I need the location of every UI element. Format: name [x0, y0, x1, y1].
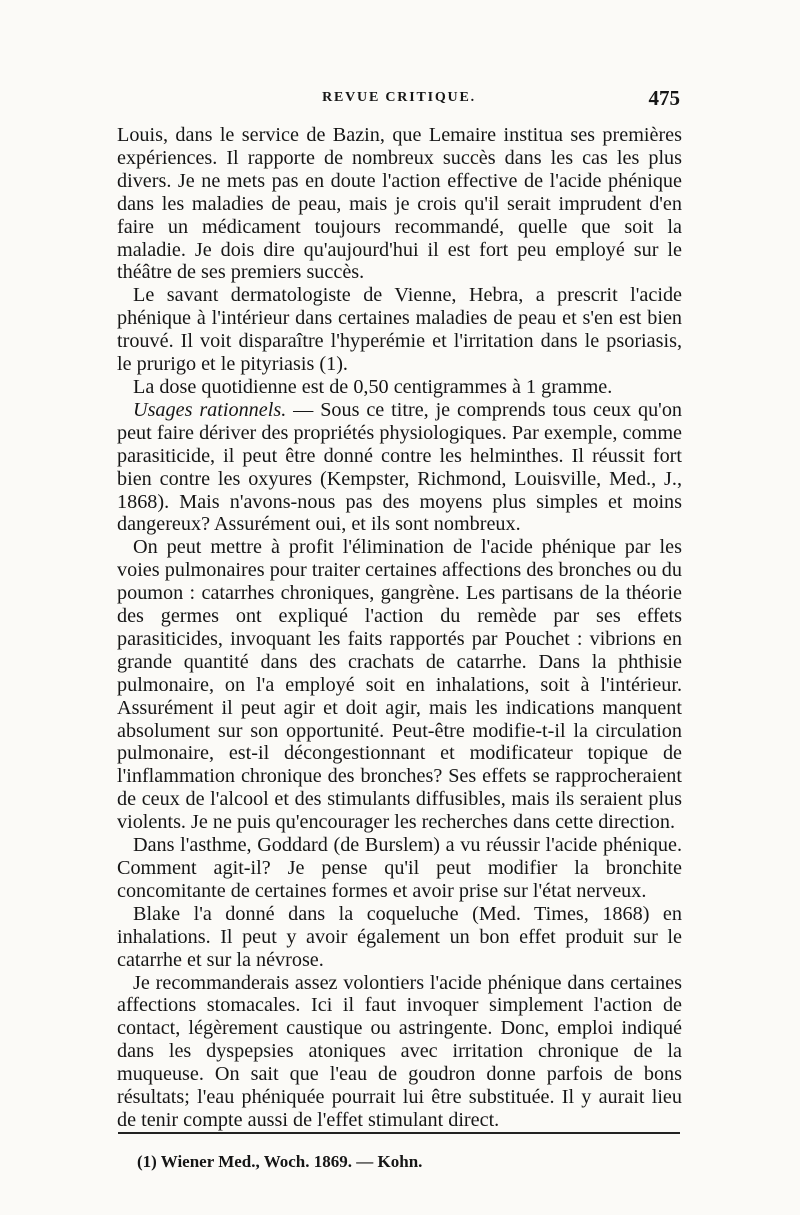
italic-lead: Usages rationnels. — [133, 398, 287, 421]
paragraph: Dans l'asthme, Goddard (de Burslem) a vu réussir l'acide phénique. Comment agit-il? Je pense qu'il peut modifier la bronchite concomitante de certaines formes et avoir prise sur l'état nerveux. — [117, 834, 682, 902]
paragraph — [117, 399, 682, 536]
paragraph-rest: — Sous ce titre, je comprends tous ceux qu'on peut faire dériver des propriétés physiologiques. Par exemple, comme parasiticide, il peut être donné contre les helminthes. Il réussit fort bien contre les oxyures (Kempster, Richmond, Louisville, Med., J., 1868). Mais n'avons-nous pas des moyens plus simples et moins dangereux? Assurément oui, et ils sont nombreux. — [117, 398, 683, 536]
running-title: REVUE CRITIQUE. — [322, 90, 476, 105]
paragraph: Louis, dans le service de Bazin, que Lemaire institua ses premières expériences. Il rapporte de nombreux succès dans les cas les plus divers. Je ne mets pas en doute l'action effective de l'acide phénique dans les maladies de peau, mais je crois qu'il serait imprudent d'en faire un médicament toujours recommandé, quelle que soit la maladie. Je dois dire qu'aujourd'hui il est fort peu employé sur le théâtre de ses premiers succès. — [117, 124, 682, 284]
page-header — [118, 82, 680, 112]
paragraph: On peut mettre à profit l'élimination de l'acide phénique par les voies pulmonaires pour traiter certaines affections des bronches ou du poumon : catarrhes chroniques, gangrène. Les partisans de la théorie des germes ont expliqué l'action du remède par ses effets parasiticides, invoquant les faits rapportés par Pouchet : vibrions en grande quantité dans des crachats de catarrhe. Dans la phthisie pulmonaire, on l'a employé soit en inhalations, soit à l'intérieur. Assurément il peut agir et doit agir, mais les indications manquent absolument sur son opportunité. Peut-être modifie-t-il la circulation pulmonaire, est-il décongestionnant et modificateur topique de l'inflammation chronique des bronches? Ses effets se rapprocheraient de ceux de l'alcool et des stimulants diffusibles, mais ils seraient plus violents. Je ne puis qu'encourager les recherches dans cette direction. — [117, 536, 682, 834]
paragraph: La dose quotidienne est de 0,50 centigrammes à 1 gramme. — [133, 375, 613, 398]
paragraph: Le savant dermatologiste de Vienne, Hebra, a prescrit l'acide phénique à l'intérieur dans certaines maladies de peau et s'en est bien trouvé. Il voit disparaître l'hyperémie et l'irritation dans le psoriasis, le prurigo et le pityriasis (1). — [117, 284, 682, 376]
paragraph: Je recommanderais assez volontiers l'acide phénique dans certaines affections stomacales. Ici il faut invoquer simplement l'action de contact, légèrement caustique ou astringente. Donc, emploi indiqué dans les dyspepsies atoniques avec irritation chronique de la muqueuse. On sait que l'eau de goudron donne parfois de bons résultats; l'eau phéniquée pourrait lui être substituée. Il y aurait lieu de tenir compte aussi de l'effet stimulant direct. — [117, 971, 682, 1131]
paragraph: Blake l'a donné dans la coqueluche (Med. Times, 1868) en inhalations. Il peut y avoir également un bon effet produit sur le catarrhe et sur la névrose. — [117, 902, 682, 971]
footnote-divider — [118, 1132, 680, 1134]
body-text — [117, 124, 682, 1132]
page-number: 475 — [648, 86, 680, 110]
footnote: (1) Wiener Med., Woch. 1869. — Kohn. — [137, 1152, 423, 1171]
